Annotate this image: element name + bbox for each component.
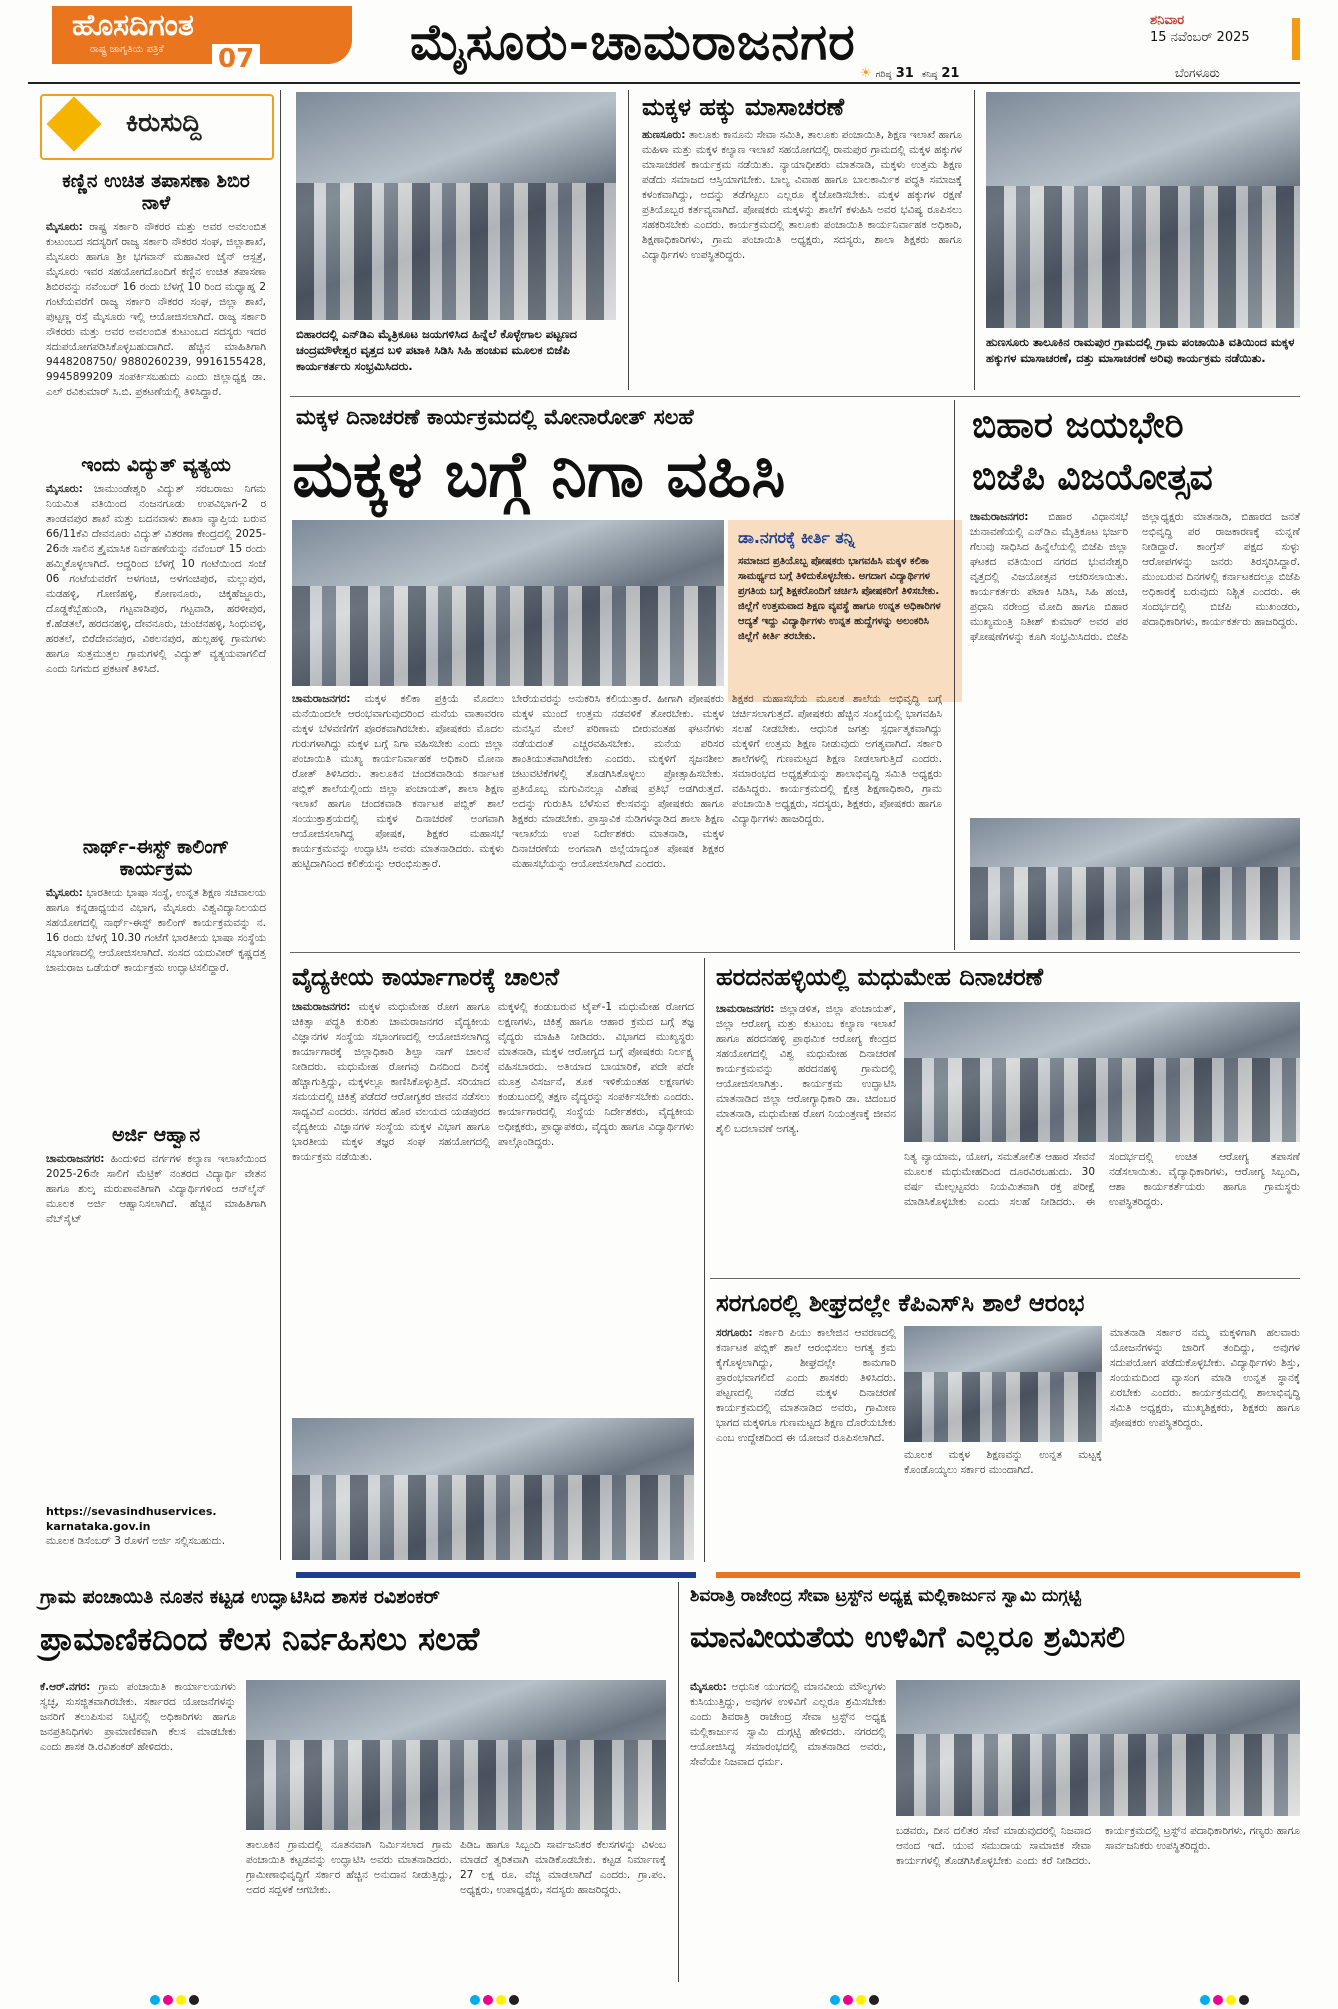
childrens-day-quote-box <box>728 520 962 702</box>
masthead <box>0 0 1338 82</box>
kiru-item-1 <box>46 170 266 478</box>
kiru-url-line-1[interactable]: https://sevasindhuservices. <box>46 1505 217 1518</box>
print-dot <box>496 1995 506 2005</box>
kiru-item-2 <box>46 454 266 842</box>
kiru-item-4 <box>46 1124 266 1549</box>
shivaratri-kicker: ಶಿವರಾತ್ರಿ ರಾಜೇಂದ್ರ ಸೇವಾ ಟ್ರಸ್ಟ್‌ನ ಅಧ್ಯಕ್ಷ ಮಲ್ಲಿಕಾರ್ಜುನ ಸ್ವಾಮಿ ದುಗ್ಗಟ್ಟಿ <box>690 1586 1081 1606</box>
kiru-suddi-label: ಕಿರುಸುದ್ದಿ <box>126 108 202 138</box>
quote-name: ಡಾ.ನಗರಕ್ಕೆ ಕೀರ್ತಿ ತನ್ನಿ <box>738 528 855 547</box>
diabetes-col-2: ನಿತ್ಯ ವ್ಯಾಯಾಮ, ಯೋಗ, ಸಮತೋಲಿತ ಆಹಾರ ಸೇವನೆ ಮೂಲಕ ಮಧುಮೇಹದಿಂದ ದೂರವಿರಬಹುದು. 30 ವರ್ಷ ಮೇಲ್ಪಟ್ಟವರು ನಿಯಮಿತವಾಗಿ ರಕ್ತ ಪರೀಕ್ಷೆ ಮಾಡಿಸಿಕೊಳ್ಳಬೇಕು ಎಂದು ಸಲಹೆ ನೀಡಿದರು. ಈ ಸಂದರ್ಭದಲ್ಲಿ ಉಚಿತ ಆರೋಗ್ಯ ತಪಾಸಣೆ ನಡೆಸಲಾಯಿತು. ವೈದ್ಯಾಧಿಕಾರಿಗಳು, ಆರೋಗ್ಯ ಸಿಬ್ಬಂದಿ, ಆಶಾ ಕಾರ್ಯಕರ್ತೆಯರು ಹಾಗೂ ಗ್ರಾಮಸ್ಥರು ಉಪಸ್ಥಿತರಿದ್ದರು. <box>904 1151 1300 1208</box>
childrens-day-photo <box>292 520 724 686</box>
kps-photo <box>904 1326 1102 1442</box>
weather-max: 31 <box>895 66 914 81</box>
top-rule-2 <box>974 90 975 390</box>
kiru-title: ಇಂದು ವಿದ್ಯುತ್ ವ್ಯತ್ಯಯ <box>81 454 231 476</box>
print-dot <box>470 1995 480 2005</box>
panchayat-col-1: ಕೆ.ಆರ್.ನಗರ: ಗ್ರಾಮ ಪಂಚಾಯಿತಿ ಕಾರ್ಯಾಲಯಗಳು ಸ್ವಚ್ಛ, ಸುಸಜ್ಜಿತವಾಗಿರಬೇಕು. ಸರ್ಕಾರದ ಯೋಜನೆಗಳನ್ನು ಜನರಿಗೆ ತಲುಪಿಸುವ ನಿಟ್ಟಿನಲ್ಲಿ ಅಧಿಕಾರಿಗಳು ಹಾಗೂ ಜನಪ್ರತಿನಿಧಿಗಳು ಪ್ರಾಮಾಣಿಕವಾಗಿ ಕೆಲಸ ಮಾಡಬೇಕು ಎಂದು ಶಾಸಕ ಡಿ.ರವಿಶಂಕರ್ ಹೇಳಿದರು. <box>40 1681 236 1753</box>
print-dot <box>150 1995 160 2005</box>
panchayat-col-3: ಪಿಡಿಒ ಹಾಗೂ ಸಿಬ್ಬಂದಿ ಸಾರ್ವಜನಿಕರ ಕೆಲಸಗಳನ್ನು ವಿಳಂಬ ಮಾಡದೆ ತ್ವರಿತವಾಗಿ ಮಾಡಿಕೊಡಬೇಕು. ಕಟ್ಟಡ ನಿರ್ಮಾಣಕ್ಕೆ 27 ಲಕ್ಷ ರೂ. ವೆಚ್ಚ ಮಾಡಲಾಗಿದೆ ಎಂದರು. ಗ್ರಾ.ಪಂ. ಅಧ್ಯಕ್ಷರು, ಉಪಾಧ್ಯಕ್ಷರು, ಸದಸ್ಯರು ಹಾಜರಿದ್ದರು. <box>460 1839 666 1896</box>
bihar-body: ಚಾಮರಾಜನಗರ: ಬಿಹಾರ ವಿಧಾನಸಭೆ ಚುನಾವಣೆಯಲ್ಲಿ ಎನ್‌ಡಿಎ ಮೈತ್ರಿಕೂಟ ಭರ್ಜರಿ ಗೆಲುವು ಸಾಧಿಸಿದ ಹಿನ್ನೆಲೆಯಲ್ಲಿ ಬಿಜೆಪಿ ಜಿಲ್ಲಾ ಘಟಕದ ವತಿಯಿಂದ ನಗರದ ಭುವನೇಶ್ವರಿ ವೃತ್ತದಲ್ಲಿ ವಿಜಯೋತ್ಸವ ಆಚರಿಸಲಾಯಿತು. ಕಾರ್ಯಕರ್ತರು ಪಟಾಕಿ ಸಿಡಿಸಿ, ಸಿಹಿ ಹಂಚಿ, ಪ್ರಧಾನಿ ನರೇಂದ್ರ ಮೋದಿ ಹಾಗೂ ಬಿಹಾರ ಮುಖ್ಯಮಂತ್ರಿ ನಿತೀಶ್ ಕುಮಾರ್ ಅವರ ಪರ ಘೋಷಣೆಗಳನ್ನು ಕೂಗಿ ಸಂಭ್ರಮಿಸಿದರು. ಬಿಜೆಪಿ ಜಿಲ್ಲಾಧ್ಯಕ್ಷರು ಮಾತನಾಡಿ, ಬಿಹಾರದ ಜನತೆ ಅಭಿವೃದ್ಧಿ ಪರ ರಾಜಕಾರಣಕ್ಕೆ ಮನ್ನಣೆ ನೀಡಿದ್ದಾರೆ. ಕಾಂಗ್ರೆಸ್ ಪಕ್ಷದ ಸುಳ್ಳು ಆರೋಪಗಳನ್ನು ಜನರು ತಿರಸ್ಕರಿಸಿದ್ದಾರೆ. ಮುಂಬರುವ ದಿನಗಳಲ್ಲಿ ಕರ್ನಾಟಕದಲ್ಲೂ ಬಿಜೆಪಿ ಅಧಿಕಾರಕ್ಕೆ ಬರುವುದು ನಿಶ್ಚಿತ ಎಂದರು. ಈ ಸಂದರ್ಭದಲ್ಲಿ ಬಿಜೆಪಿ ಮುಖಂಡರು, ಪದಾಧಿಕಾರಿಗಳು, ಕಾರ್ಯಕರ್ತರು ಹಾಜರಿದ್ದರು. <box>970 511 1300 643</box>
day: ಶನಿವಾರ <box>1150 13 1185 28</box>
panchayat-photo <box>246 1680 666 1830</box>
medical-col-2: ಮಕ್ಕಳಲ್ಲಿ ಕಂಡುಬರುವ ಟೈಪ್-1 ಮಧುಮೇಹ ರೋಗದ ಲಕ್ಷಣಗಳು, ಚಿಕಿತ್ಸೆ ಹಾಗೂ ಆಹಾರ ಕ್ರಮದ ಬಗ್ಗೆ ತಜ್ಞ ವೈದ್ಯರು ಮಾಹಿತಿ ನೀಡಿದರು. ವಿಭಾಗದ ಮುಖ್ಯಸ್ಥರು ಮಾತನಾಡಿ, ಮಕ್ಕಳ ಆರೋಗ್ಯದ ಬಗ್ಗೆ ಪೋಷಕರು ನಿರ್ಲಕ್ಷ್ಯ ವಹಿಸಬಾರದು. ಅತಿಯಾದ ಬಾಯಾರಿಕೆ, ಪದೇ ಪದೇ ಮೂತ್ರ ವಿಸರ್ಜನೆ, ತೂಕ ಇಳಿಕೆಯಂತಹ ಲಕ್ಷಣಗಳು ಕಂಡುಬಂದಲ್ಲಿ ತಕ್ಷಣ ವೈದ್ಯರನ್ನು ಸಂಪರ್ಕಿಸಬೇಕು ಎಂದರು. ಕಾರ್ಯಾಗಾರದಲ್ಲಿ ಸಂಸ್ಥೆಯ ನಿರ್ದೇಶಕರು, ವೈದ್ಯಕೀಯ ಅಧೀಕ್ಷಕರು, ಪ್ರಾಧ್ಯಾಪಕರು, ವೈದ್ಯರು ಹಾಗೂ ವಿದ್ಯಾರ್ಥಿಗಳು ಪಾಲ್ಗೊಂಡಿದ್ದರು. <box>498 1001 694 1148</box>
print-dot <box>1213 1995 1223 2005</box>
kps-photo-caption: ಮೂಲಕ ಮಕ್ಕಳ ಶಿಕ್ಷಣವನ್ನು ಉನ್ನತ ಮಟ್ಟಕ್ಕೆ ಕೊಂಡೊಯ್ಯಲು ಸರ್ಕಾರ ಮುಂದಾಗಿದೆ. <box>904 1449 1102 1476</box>
shivaratri-col-1: ಮೈಸೂರು: ಅಧುನಿಕ ಯುಗದಲ್ಲಿ ಮಾನವೀಯ ಮೌಲ್ಯಗಳು ಕುಸಿಯುತ್ತಿದ್ದು, ಅವುಗಳ ಉಳಿವಿಗೆ ಎಲ್ಲರೂ ಶ್ರಮಿಸಬೇಕು ಎಂದು ಶಿವರಾತ್ರಿ ರಾಜೇಂದ್ರ ಸೇವಾ ಟ್ರಸ್ಟ್‌ನ ಅಧ್ಯಕ್ಷ ಮಲ್ಲಿಕಾರ್ಜುನ ಸ್ವಾಮಿ ದುಗ್ಗಟ್ಟಿ ಹೇಳಿದರು. ನಗರದಲ್ಲಿ ಆಯೋಜಿಸಿದ್ದ ಸಮಾರಂಭದಲ್ಲಿ ಮಾತನಾಡಿದ ಅವರು, ಸೇವೆಯೇ ನಿಜವಾದ ಧರ್ಮ. <box>690 1681 886 1768</box>
bihar-headline-1: ಬಿಹಾರ ಜಯಭೇರಿ <box>972 404 1184 446</box>
divider-bar-orange <box>716 1572 1300 1578</box>
print-dot <box>830 1995 840 2005</box>
mid-rule-1 <box>954 400 955 950</box>
medical-headline: ವೈದ್ಯಕೀಯ ಕಾರ್ಯಾಗಾರಕ್ಕೆ ಚಾಲನೆ <box>292 962 560 991</box>
diabetes-photo <box>904 1002 1300 1142</box>
top-rule-1 <box>628 90 629 390</box>
childrens-day-col-1: ಚಾಮರಾಜನಗರ: ಮಕ್ಕಳ ಕಲಿಕಾ ಪ್ರಕ್ರಿಯೆ ಮೊದಲು ಮನೆಯಿಂದಲೇ ಆರಂಭವಾಗುವುದರಿಂದ ಮನೆಯ ವಾತಾವರಣ ಮಕ್ಕಳ ಬೆಳವಣಿಗೆಗೆ ಪೂರಕವಾಗಿರಬೇಕು. ಪೋಷಕರು ಮೊದಲ ಗುರುಗಳಾಗಿದ್ದು ಮಕ್ಕಳ ಬಗ್ಗೆ ನಿಗಾ ವಹಿಸಬೇಕು ಎಂದು ಜಿಲ್ಲಾ ಪಂಚಾಯಿತಿ ಮುಖ್ಯ ಕಾರ್ಯನಿರ್ವಾಹಕ ಅಧಿಕಾರಿ ಮೋನಾ ರೋತ್ ತಿಳಿಸಿದರು. ತಾಲೂಕಿನ ಚಂದಕವಾಡಿಯ ಕರ್ನಾಟಕ ಪಬ್ಲಿಕ್ ಶಾಲೆಯಲ್ಲಿಂದು ಜಿಲ್ಲಾ ಪಂಚಾಯತ್, ಶಾಲಾ ಶಿಕ್ಷಣ ಇಲಾಖೆ ಹಾಗೂ ಚಂದಕವಾಡಿ ಕರ್ನಾಟಕ ಪಬ್ಲಿಕ್ ಶಾಲೆ ಸಂಯುಕ್ತಾಶ್ರಯದಲ್ಲಿ ಮಕ್ಕಳ ದಿನಾಚರಣೆ ಅಂಗವಾಗಿ ಆಯೋಜಿಸಲಾಗಿದ್ದ ಪೋಷಕ, ಶಿಕ್ಷಕರ ಮಹಾಸಭೆ ಕಾರ್ಯಕ್ರಮವನ್ನು ಉದ್ಘಾಟಿಸಿ ಅವರು ಮಾತನಾಡಿದರು. ಮಕ್ಕಳು ಹುಟ್ಟಿದಾಗಿನಿಂದ ಕಲಿಕೆಯನ್ನು ಆರಂಭಿಸುತ್ತಾರೆ. <box>292 693 504 870</box>
left-column-rule <box>280 90 281 1560</box>
kiru-body: ಚಾಮರಾಜನಗರ: ಹಿಂದುಳಿದ ವರ್ಗಗಳ ಕಲ್ಯಾಣ ಇಲಾಖೆಯಿಂದ 2025-26ನೇ ಸಾಲಿಗೆ ಮೆಟ್ರಿಕ್ ನಂತರದ ವಿದ್ಯಾರ್ಥಿ ವೇತನ ಹಾಗೂ ಶುಲ್ಕ ಮರುಪಾವತಿಗಾಗಿ ವಿದ್ಯಾರ್ಥಿಗಳಿಂದ ಆನ್‌ಲೈನ್ ಮೂಲಕ ಅರ್ಜಿ ಆಹ್ವಾನಿಸಲಾಗಿದೆ. ಹೆಚ್ಚಿನ ಮಾಹಿತಿಗಾಗಿ ವೆಬ್‌ಸೈಟ್ <box>46 1153 266 1225</box>
shivaratri-headline: ಮಾನವೀಯತೆಯ ಉಳಿವಿಗೆ ಎಲ್ಲರೂ ಶ್ರಮಿಸಲಿ <box>690 1620 1126 1655</box>
bihar-photo <box>970 818 1300 940</box>
logo-title: ಹೊಸದಿಗಂತ <box>72 8 194 43</box>
print-dot <box>509 1995 519 2005</box>
divider-bar-blue <box>296 1572 696 1578</box>
kps-headline: ಸರಗೂರಲ್ಲಿ ಶೀಘ್ರದಲ್ಲೇ ಕೆಪಿಎಸ್‌ಸಿ ಶಾಲೆ ಆರಂಭ <box>716 1288 1085 1317</box>
kiru-body: ಮೈಸೂರು: ರಾಷ್ಟ್ರ ಸರ್ಕಾರಿ ನೌಕರರ ಮತ್ತು ಅವರ ಅವಲಂಬಿತ ಕುಟುಂಬದ ಸದಸ್ಯರಿಗೆ ರಾಜ್ಯ ಸರ್ಕಾರಿ ನೌಕರರ ಸಂಘ, ಜಿಲ್ಲಾಶಾಖೆ, ಮೈಸೂರು ಹಾಗೂ ಶ್ರೀ ಭಗವಾನ್ ಮಹಾವೀರ ಜೈನ್ ಆಸ್ಪತ್ರೆ, ಮೈಸೂರು ಇವರ ಸಹಯೋಗದೊಂದಿಗೆ ಕಣ್ಣಿನ ಉಚಿತ ತಪಾಸಣಾ ಶಿಬಿರವನ್ನು ನವೆಂಬರ್ 16 ರಂದು ಬೆಳಗ್ಗೆ 10 ರಿಂದ ಮಧ್ಯಾಹ್ನ 2 ಗಂಟೆಯವರೆಗೆ ರಾಜ್ಯ ಸರ್ಕಾರಿ ನೌಕರರ ಸಂಘ, ಜಿಲ್ಲಾ ಶಾಖೆ, ಪುಟ್ಟಣ್ಣ ರಸ್ತೆ ಮೈಸೂರು ಇಲ್ಲಿ ಆಯೋಜಿಸಲಾಗಿದೆ. ರಾಜ್ಯ ಸರ್ಕಾರಿ ನೌಕರರು ಮತ್ತು ಅವರ ಅವಲಂಬಿತ ಕುಟುಂಬದ ಸದಸ್ಯರು ಇದರ ಸದುಪಯೋಗಪಡಿಸಿಕೊಳ್ಳಬಹುದಾಗಿದೆ. ಹೆಚ್ಚಿನ ಮಾಹಿತಿಗಾಗಿ 9448208750/ 9880260239, 9916155428, 9945899209 ಸಂಪರ್ಕಿಸಬಹುದು ಎಂದು ಜಿಲ್ಲಾಧ್ಯಕ್ಷ ಡಾ. ಎಲ್ ರವಿಕುಮಾರ್ ಸಿ.ಬಿ. ಪ್ರಕಟಣೆಯಲ್ಲಿ ತಿಳಿಸಿದ್ದಾರೆ. <box>46 221 266 398</box>
print-marks-right <box>830 1990 882 2000</box>
print-dot <box>1200 1995 1210 2005</box>
kiru-tail: ಮೂಲಕ ಡಿಸೆಂಬರ್ 3 ರೊಳಗೆ ಅರ್ಜಿ ಸಲ್ಲಿಸಬಹುದು. <box>46 1535 226 1547</box>
diabetes-col-1: ಚಾಮರಾಜನಗರ: ಜಿಲ್ಲಾಡಳಿತ, ಜಿಲ್ಲಾ ಪಂಚಾಯತ್, ಜಿಲ್ಲಾ ಆರೋಗ್ಯ ಮತ್ತು ಕುಟುಂಬ ಕಲ್ಯಾಣ ಇಲಾಖೆ ಹಾಗೂ ಹರದನಹಳ್ಳಿ ಪ್ರಾಥಮಿಕ ಆರೋಗ್ಯ ಕೇಂದ್ರದ ಸಹಯೋಗದಲ್ಲಿ ವಿಶ್ವ ಮಧುಮೇಹ ದಿನಾಚರಣೆ ಕಾರ್ಯಕ್ರಮವನ್ನು ಹರದನಹಳ್ಳಿ ಗ್ರಾಮದಲ್ಲಿ ಆಯೋಜಿಸಲಾಗಿತ್ತು. ಕಾರ್ಯಕ್ರಮ ಉದ್ಘಾಟಿಸಿ ಮಾತನಾಡಿದ ಜಿಲ್ಲಾ ಆರೋಗ್ಯಾಧಿಕಾರಿ ಡಾ. ಚಿದಂಬರ ಮಾತನಾಡಿ, ಮಧುಮೇಹ ರೋಗ ನಿಯಂತ್ರಣಕ್ಕೆ ಜೀವನ ಶೈಲಿ ಬದಲಾವಣೆ ಅಗತ್ಯ. <box>716 1003 896 1135</box>
bjp-kollegal-photo <box>296 92 616 320</box>
print-dot <box>1239 1995 1249 2005</box>
weather <box>860 66 959 81</box>
kiru-body: ಮೈಸೂರು: ಚಾಮುಂಡೇಶ್ವರಿ ವಿದ್ಯುತ್ ಸರಬರಾಜು ನಿಗಮ ನಿಯಮಿತ ವತಿಯಿಂದ ನಂಜನಗೂಡು ಉಪವಿಭಾಗ-2 ರ ತಾಂಡವಪುರ ಶಾಖೆ ಮತ್ತು ಬದನವಾಳು ಶಾಖಾ ವ್ಯಾಪ್ತಿಯ ಬರುವ 66/11ಕೆವಿ ದೇವನೂರು ವಿದ್ಯುತ್ ವಿತರಣಾ ಕೇಂದ್ರದಲ್ಲಿ 2025-26ನೇ ಸಾಲಿನ ತ್ರೈಮಾಸಿಕ ನಿರ್ವಹಣೆಯನ್ನು ನವೆಂಬರ್ 15 ರಂದು ಹಮ್ಮಿಕೊಳ್ಳಲಾಗಿದೆ. ಆದ್ದರಿಂದ ಬೆಳಗ್ಗೆ 10 ಗಂಟೆಯಿಂದ ಸಂಜೆ 06 ಗಂಟೆಯವರೆಗೆ ಅಳಗಂಚಿ, ಅಳಗಂಚಿಪುರ, ಮಲ್ಲುಪುರ, ಮಡಹಳ್ಳಿ, ಗೋಣಿಹಳ್ಳಿ, ಕೋಣನೂರು, ಚಿಕ್ಕಹೆಜ್ಜೂರು, ದೊಡ್ಡಕೆಬ್ಬೆಹುಂಡಿ, ಗಟ್ಟವಾಡಿಪುರ, ಗಟ್ಟವಾಡಿ, ಹರಳೀಪುರ, ಕೆ.ಹೆಡತಲೆ, ಹರದನಹಳ್ಳಿ, ದೇವನೂರು, ಚುಂಚನಹಳ್ಳಿ, ಸಿಂಧುವಳ್ಳಿ, ಹರತಲೆ, ಬಿರೆದೇವನಪುರ, ವಿಠಲನಪುರ, ಹುಲ್ಲಹಳ್ಳಿ ಗ್ರಾಮಗಳು ಹಾಗೂ ಸುತ್ತಮುತ್ತಲ ಗ್ರಾಮಗಳಲ್ಲಿ ವಿದ್ಯುತ್ ವ್ಯತ್ಯಯವಾಗಲಿದೆ ಎಂದು ನಿಗಮದ ಪ್ರಕಟಣೆ ತಿಳಿಸಿದೆ. <box>46 483 266 675</box>
kiru-body: ಮೈಸೂರು: ಭಾರತೀಯ ಭಾಷಾ ಸಂಸ್ಥೆ, ಉನ್ನತ ಶಿಕ್ಷಣ ಸಚಿವಾಲಯ ಹಾಗೂ ಕನ್ನಡಾಧ್ಯಯನ ವಿಭಾಗ, ಮೈಸೂರು ವಿಶ್ವವಿದ್ಯಾನಿಲಯದ ಸಹಯೋಗದಲ್ಲಿ ನಾರ್ಥ್-ಈಸ್ಟ್ ಕಾಲಿಂಗ್ ಕಾರ್ಯಕ್ರಮವನ್ನು ನ. 16 ರಂದು ಬೆಳಗ್ಗೆ 10.30 ಗಂಟೆಗೆ ಭಾರತೀಯ ಭಾಷಾ ಸಂಸ್ಥೆಯ ಸಭಾಂಗಣದಲ್ಲಿ ಆಯೋಜಿಸಲಾಗಿದೆ. ಸಂಸದ ಯದುವೀರ್ ಕೃಷ್ಣದತ್ತ ಚಾಮರಾಜ ಒಡೆಯರ್ ಕಾರ್ಯಕ್ರಮ ಉದ್ಘಾಟಿಸಲಿದ್ದಾರೆ. <box>46 887 266 974</box>
kps-col-2: ಮಾತನಾಡಿ ಸರ್ಕಾರ ನಮ್ಮ ಮಕ್ಕಳಿಗಾಗಿ ಹಲವಾರು ಯೋಜನೆಗಳನ್ನು ಜಾರಿಗೆ ತಂದಿದ್ದು, ಅವುಗಳ ಸದುಪಯೋಗ ಪಡೆದುಕೊಳ್ಳಬೇಕು. ವಿದ್ಯಾರ್ಥಿಗಳು ಶಿಸ್ತು, ಸಂಯಮದಿಂದ ವ್ಯಾಸಂಗ ಮಾಡಿ ಉನ್ನತ ಸ್ಥಾನಕ್ಕೆ ಏರಬೇಕು ಎಂದರು. ಕಾರ್ಯಕ್ರಮದಲ್ಲಿ ಶಾಲಾಭಿವೃದ್ಧಿ ಸಮಿತಿ ಅಧ್ಯಕ್ಷರು, ಮುಖ್ಯಶಿಕ್ಷಕರು, ಶಿಕ್ಷಕರು ಹಾಗೂ ಪೋಷಕರು ಉಪಸ್ಥಿತರಿದ್ದರು. <box>1110 1327 1300 1429</box>
row-rule-2 <box>290 952 1300 953</box>
bjp-kollegal-caption: ಬಿಹಾರದಲ್ಲಿ ಎನ್‌ಡಿಎ ಮೈತ್ರಿಕೂಟ ಜಯಗಳಿಸಿದ ಹಿನ್ನೆಲೆ ಕೊಳ್ಳೇಗಾಲ ಪಟ್ಟಣದ ಚಂದ್ರಮೌಳೇಶ್ವರ ವೃತ್ತದ ಬಳಿ ಪಟಾಕಿ ಸಿಡಿಸಿ ಸಿಹಿ ಹಂಚುವ ಮೂಲಕ ಬಿಜೆಪಿ ಕಾರ್ಯಕರ್ತರು ಸಂಭ್ರಮಿಸಿದರು. <box>296 327 578 373</box>
row-rule-1 <box>290 396 1300 397</box>
print-marks-left <box>150 1990 202 2000</box>
childrens-day-col-3: ಶಿಕ್ಷಕರ ಮಹಾಸಭೆಯ ಮೂಲಕ ಶಾಲೆಯ ಅಭಿವೃದ್ಧಿ ಬಗ್ಗೆ ಚರ್ಚಿಸಲಾಗುತ್ತದೆ. ಪೋಷಕರು ಹೆಚ್ಚಿನ ಸಂಖ್ಯೆಯಲ್ಲಿ ಭಾಗವಹಿಸಿ ಸಲಹೆ ನೀಡಬೇಕು. ಆಧುನಿಕ ಜಗತ್ತು ಸ್ಪರ್ಧಾತ್ಮಕವಾಗಿದ್ದು ಮಕ್ಕಳಿಗೆ ಉತ್ತಮ ಶಿಕ್ಷಣ ನೀಡುವುದು ಅಗತ್ಯವಾಗಿದೆ. ಸರ್ಕಾರಿ ಶಾಲೆಗಳಲ್ಲಿ ಗುಣಮಟ್ಟದ ಶಿಕ್ಷಣ ನೀಡಲಾಗುತ್ತಿದೆ ಎಂದರು. ಸಮಾರಂಭದ ಅಧ್ಯಕ್ಷತೆಯನ್ನು ಶಾಲಾಭಿವೃದ್ಧಿ ಸಮಿತಿ ಅಧ್ಯಕ್ಷರು ವಹಿಸಿದ್ದರು. ಕಾರ್ಯಕ್ರಮದಲ್ಲಿ ಕ್ಷೇತ್ರ ಶಿಕ್ಷಣಾಧಿಕಾರಿ, ಗ್ರಾಮ ಪಂಚಾಯಿತಿ ಅಧ್ಯಕ್ಷರು, ಸದಸ್ಯರು, ಶಿಕ್ಷಕರು, ಪೋಷಕರು ಹಾಗೂ ವಿದ್ಯಾರ್ಥಿಗಳು ಹಾಜರಿದ್ದರು. <box>732 693 942 825</box>
medical-photo <box>292 1418 694 1560</box>
print-dot <box>1226 1995 1236 2005</box>
kiru-item-3 <box>46 836 266 1124</box>
kps-col-1: ಸರಗೂರು: ಸರ್ಕಾರಿ ಪಿಯು ಕಾಲೇಜಿನ ಆವರಣದಲ್ಲಿ ಕರ್ನಾಟಕ ಪಬ್ಲಿಕ್ ಶಾಲೆ ಆರಂಭಿಸಲು ಅಗತ್ಯ ಕ್ರಮ ಕೈಗೊಳ್ಳಲಾಗಿದ್ದು, ಶೀಘ್ರದಲ್ಲೇ ಕಾಮಗಾರಿ ಪ್ರಾರಂಭವಾಗಲಿದೆ ಎಂದು ಶಾಸಕರು ತಿಳಿಸಿದರು. ಪಟ್ಟಣದಲ್ಲಿ ನಡೆದ ಮಕ್ಕಳ ದಿನಾಚರಣೆ ಕಾರ್ಯಕ್ರಮದಲ್ಲಿ ಮಾತನಾಡಿದ ಅವರು, ಗ್ರಾಮೀಣ ಭಾಗದ ಮಕ್ಕಳಿಗೂ ಗುಣಮಟ್ಟದ ಶಿಕ್ಷಣ ದೊರೆಯಬೇಕು ಎಂಬ ಉದ್ದೇಶದಿಂದ ಈ ಯೋಜನೆ ರೂಪಿಸಲಾಗಿದೆ. <box>716 1327 896 1444</box>
sun-icon: ☀ <box>860 66 872 81</box>
weather-max-label: ಗರಿಷ್ಠ <box>875 70 892 80</box>
orange-strip <box>1292 18 1300 60</box>
bihar-headline-2: ಬಿಜೆಪಿ ವಿಜಯೋತ್ಸವ <box>972 456 1213 498</box>
print-dot <box>189 1995 199 2005</box>
print-dot <box>483 1995 493 2005</box>
logo-tagline: ರಾಷ್ಟ್ರ ಜಾಗೃತಿಯ ಪತ್ರಿಕೆ <box>90 44 164 55</box>
print-dot <box>869 1995 879 2005</box>
date-block <box>1150 12 1300 46</box>
print-dot <box>843 1995 853 2005</box>
date: 15 ನವೆಂಬರ್ 2025 <box>1150 30 1250 45</box>
quote-body: ಸಮಾಜದ ಪ್ರತಿಯೊಬ್ಬ ಪೋಷಕರು ಭಾಗವಹಿಸಿ ಮಕ್ಕಳ ಕಲಿಕಾ ಸಾಮರ್ಥ್ಯದ ಬಗ್ಗೆ ತಿಳಿದುಕೊಳ್ಳಬೇಕು. ಅಗದಾಗ ವಿದ್ಯಾರ್ಥಿಗಳ ಪ್ರಗತಿಯ ಬಗ್ಗೆ ಶಿಕ್ಷಕರೊಂದಿಗೆ ಚರ್ಚಿಸಿ ಪೋಷಕರಿಗೆ ತಿಳಿಸಬೇಕು. ಜಿಲ್ಲೆಗೆ ಉತ್ತಮವಾದ ಶಿಕ್ಷಣ ವ್ಯವಸ್ಥೆ ಹಾಗೂ ಉನ್ನತ ಅಧಿಕಾರಿಗಳ ಆದ್ಯತೆ ಇದ್ದು ವಿದ್ಯಾರ್ಥಿಗಳು ಉನ್ನತ ಹುದ್ದೆಗಳನ್ನು ಅಲಂಕರಿಸಿ ಜಿಲ್ಲೆಗೆ ಕೀರ್ತಿ ತರಬೇಕು. <box>738 556 941 642</box>
childrens-day-col-2: ಬೇರೆಯವರನ್ನು ಅನುಕರಿಸಿ ಕಲಿಯುತ್ತಾರೆ. ಹೀಗಾಗಿ ಪೋಷಕರು ಮಕ್ಕಳ ಮುಂದೆ ಉತ್ತಮ ನಡವಳಿಕೆ ತೋರಬೇಕು. ಮಕ್ಕಳ ಮನಸ್ಸಿನ ಮೇಲೆ ಪರಿಣಾಮ ಬೀರುವಂತಹ ಘಟನೆಗಳು ನಡೆಯದಂತೆ ಎಚ್ಚರವಹಿಸಬೇಕು. ಮನೆಯ ಪರಿಸರ ಶಾಂತಿಯುತವಾಗಿರಬೇಕು ಎಂದರು. ಮಕ್ಕಳಿಗೆ ಸೃಜನಶೀಲ ಚಟುವಟಿಕೆಗಳಲ್ಲಿ ತೊಡಗಿಸಿಕೊಳ್ಳಲು ಪ್ರೋತ್ಸಾಹಿಸಬೇಕು. ಪ್ರತಿಯೊಬ್ಬ ಮಗುವಿನಲ್ಲೂ ವಿಶೇಷ ಪ್ರತಿಭೆ ಅಡಗಿರುತ್ತದೆ. ಅದನ್ನು ಗುರುತಿಸಿ ಬೆಳೆಸುವ ಕೆಲಸವನ್ನು ಪೋಷಕರು ಹಾಗೂ ಶಿಕ್ಷಕರು ಮಾಡಬೇಕು. ಪ್ರಾಸ್ತಾವಿಕ ನುಡಿಗಳನ್ನಾಡಿದ ಶಾಲಾ ಶಿಕ್ಷಣ ಇಲಾಖೆಯ ಉಪ ನಿರ್ದೇಶಕರು ಮಾತನಾಡಿ, ಮಕ್ಕಳ ದಿನಾಚರಣೆಯ ಅಂಗವಾಗಿ ಜಿಲ್ಲೆಯಾದ್ಯಂತ ಪೋಷಕ ಶಿಕ್ಷಕರ ಮಹಾಸಭೆಯನ್ನು ಆಯೋಜಿಸಲಾಗಿದೆ ಎಂದರು. <box>512 693 724 870</box>
page-number: 07 <box>212 44 260 74</box>
rights-headline: ಮಕ್ಕಳ ಹಕ್ಕು ಮಾಸಾಚರಣೆ <box>642 92 845 121</box>
kiru-title: ಕಣ್ಣಿನ ಉಚಿತ ತಪಾಸಣಾ ಶಿಬಿರ ನಾಳೆ <box>62 170 250 214</box>
medical-col-1: ಚಾಮರಾಜನಗರ: ಮಕ್ಕಳ ಮಧುಮೇಹ ರೋಗ ಹಾಗೂ ಚಿಕಿತ್ಸಾ ಪದ್ಧತಿ ಕುರಿತು ಚಾಮರಾಜನಗರ ವೈದ್ಯಕೀಯ ವಿಜ್ಞಾನಗಳ ಸಂಸ್ಥೆಯ ಸಭಾಂಗಣದಲ್ಲಿ ಆಯೋಜಿಸಲಾಗಿದ್ದ ಕಾರ್ಯಾಗಾರಕ್ಕೆ ಜಿಲ್ಲಾಧಿಕಾರಿ ಶಿಲ್ಪಾ ನಾಗ್ ಚಾಲನೆ ನೀಡಿದರು. ಮಧುಮೇಹ ರೋಗವು ದಿನದಿಂದ ದಿನಕ್ಕೆ ಹೆಚ್ಚಾಗುತ್ತಿದ್ದು, ಮಕ್ಕಳಲ್ಲೂ ಕಾಣಿಸಿಕೊಳ್ಳುತ್ತಿದೆ. ಸರಿಯಾದ ಸಮಯದಲ್ಲಿ ಚಿಕಿತ್ಸೆ ಪಡೆದರೆ ಆರೋಗ್ಯಕರ ಜೀವನ ನಡೆಸಲು ಸಾಧ್ಯವಿದೆ ಎಂದರು. ನಗರದ ಹೊರ ವಲಯದ ಯಡಪುರದ ವೈದ್ಯಕೀಯ ವಿಜ್ಞಾನಗಳ ಸಂಸ್ಥೆಯ ಮಕ್ಕಳ ವಿಭಾಗ ಹಾಗೂ ಭಾರತೀಯ ಮಕ್ಕಳ ತಜ್ಞರ ಸಂಘ ಸಹಯೋಗದಲ್ಲಿ ಕಾರ್ಯಕ್ರಮ ನಡೆಯಿತು. <box>292 1001 490 1163</box>
kiru-title: ನಾರ್ಥ್-ಈಸ್ಟ್ ಕಾಲಿಂಗ್ ಕಾರ್ಯಕ್ರಮ <box>82 836 230 880</box>
print-dot <box>176 1995 186 2005</box>
panchayat-kicker: ಗ್ರಾಮ ಪಂಚಾಯಿತಿ ನೂತನ ಕಟ್ಟಡ ಉದ್ಘಾಟಿಸಿದ ಶಾಸಕ ರವಿಶಂಕರ್ <box>40 1586 440 1608</box>
masthead-rule <box>28 82 1300 84</box>
city: ಬೆಂಗಳೂರು <box>1175 66 1220 80</box>
print-dot <box>856 1995 866 2005</box>
print-marks-far-right <box>1200 1990 1252 2000</box>
childrens-day-kicker: ಮಕ್ಕಳ ದಿನಾಚರಣೆ ಕಾರ್ಯಕ್ರಮದಲ್ಲಿ ಮೋನಾರೋತ್ ಸಲಹೆ <box>296 404 694 429</box>
bottom-rule <box>678 1582 679 1982</box>
weather-min: 21 <box>941 66 960 81</box>
shivaratri-photo <box>896 1680 1300 1816</box>
rights-body: ಹುಣಸೂರು: ತಾಲೂಕು ಕಾನೂನು ಸೇವಾ ಸಮಿತಿ, ತಾಲೂಕು ಪಂಚಾಯಿತಿ, ಶಿಕ್ಷಣ ಇಲಾಖೆ ಹಾಗೂ ಮಹಿಳಾ ಮತ್ತು ಮಕ್ಕಳ ಕಲ್ಯಾಣ ಇಲಾಖೆ ಸಹಯೋಗದಲ್ಲಿ ರಾಮಪುರ ಗ್ರಾಮದಲ್ಲಿ ಮಕ್ಕಳ ಹಕ್ಕುಗಳ ಮಾಸಾಚರಣೆ ಕಾರ್ಯಕ್ರಮ ನಡೆಯಿತು. ನ್ಯಾಯಾಧೀಶರು ಮಾತನಾಡಿ, ಮಕ್ಕಳು ಉತ್ತಮ ಶಿಕ್ಷಣ ಪಡೆದು ಸಮಾಜದ ಆಸ್ತಿಯಾಗಬೇಕು. ಬಾಲ್ಯ ವಿವಾಹ ಹಾಗೂ ಬಾಲಕಾರ್ಮಿಕ ಪದ್ಧತಿ ಸಮಾಜಕ್ಕೆ ಕಳಂಕವಾಗಿದ್ದು, ಅದನ್ನು ತಡೆಗಟ್ಟಲು ಎಲ್ಲರೂ ಕೈಜೋಡಿಸಬೇಕು. ಮಕ್ಕಳ ಹಕ್ಕುಗಳ ರಕ್ಷಣೆ ಪ್ರತಿಯೊಬ್ಬರ ಕರ್ತವ್ಯವಾಗಿದೆ. ಪೋಷಕರು ಮಕ್ಕಳನ್ನು ಶಾಲೆಗೆ ಕಳುಹಿಸಿ ಅವರ ಭವಿಷ್ಯ ರೂಪಿಸಲು ಸಹಕರಿಸಬೇಕು ಎಂದರು. ಕಾರ್ಯಕ್ರಮದಲ್ಲಿ ತಾಲೂಕು ಪಂಚಾಯಿತಿ ಕಾರ್ಯನಿರ್ವಾಹಕ ಅಧಿಕಾರಿ, ಶಿಕ್ಷಣಾಧಿಕಾರಿಗಳು, ಗ್ರಾಮ ಪಂಚಾಯಿತಿ ಅಧ್ಯಕ್ಷರು, ಸದಸ್ಯರು, ಶಾಲಾ ಶಿಕ್ಷಕರು ಹಾಗೂ ವಿದ್ಯಾರ್ಥಿಗಳು ಉಪಸ್ಥಿತರಿದ್ದರು. <box>642 129 962 261</box>
rights-photo-caption: ಹುಣಸೂರು ತಾಲೂಕಿನ ರಾಮಪುರ ಗ್ರಾಮದಲ್ಲಿ ಗ್ರಾಮ ಪಂಚಾಯಿತಿ ವತಿಯಿಂದ ಮಕ್ಕಳ ಹಕ್ಕುಗಳ ಮಾಸಾಚರಣೆ, ದತ್ತು ಮಾಸಾಚರಣೆ ಅರಿವು ಕಾರ್ಯಕ್ರಮ ನಡೆಯಿತು. <box>986 335 1295 365</box>
panchayat-col-2: ತಾಲೂಕಿನ ಗ್ರಾಮದಲ್ಲಿ ನೂತನವಾಗಿ ನಿರ್ಮಿಸಲಾದ ಗ್ರಾಮ ಪಂಚಾಯಿತಿ ಕಟ್ಟಡವನ್ನು ಉದ್ಘಾಟಿಸಿ ಅವರು ಮಾತನಾಡಿದರು. ಗ್ರಾಮೀಣಾಭಿವೃದ್ಧಿಗೆ ಸರ್ಕಾರ ಹೆಚ್ಚಿನ ಅನುದಾನ ನೀಡುತ್ತಿದ್ದು, ಅದರ ಸದ್ಬಳಕೆ ಆಗಬೇಕು. <box>246 1839 452 1896</box>
row-rule-3 <box>710 1278 1300 1279</box>
shivaratri-col-2: ಬಡವರು, ದೀನ ದಲಿತರ ಸೇವೆ ಮಾಡುವುದರಲ್ಲಿ ನಿಜವಾದ ಆನಂದ ಇದೆ. ಯುವ ಸಮುದಾಯ ಸಾಮಾಜಿಕ ಸೇವಾ ಕಾರ್ಯಗಳಲ್ಲಿ ತೊಡಗಿಸಿಕೊಳ್ಳಬೇಕು ಎಂದು ಕರೆ ನೀಡಿದರು. ಕಾರ್ಯಕ್ರಮದಲ್ಲಿ ಟ್ರಸ್ಟ್‌ನ ಪದಾಧಿಕಾರಿಗಳು, ಗಣ್ಯರು ಹಾಗೂ ಸಾರ್ವಜನಿಕರು ಉಪಸ್ಥಿತರಿದ್ದರು. <box>896 1825 1300 1867</box>
diabetes-headline: ಹರದನಹಳ್ಳಿಯಲ್ಲಿ ಮಧುಮೇಹ ದಿನಾಚರಣೆ <box>716 962 1044 991</box>
mid-rule-2 <box>704 958 705 1562</box>
panchayat-headline: ಪ್ರಾಮಾಣಿಕದಿಂದ ಕೆಲಸ ನಿರ್ವಹಿಸಲು ಸಲಹೆ <box>40 1620 480 1658</box>
kiru-title: ಅರ್ಜಿ ಆಹ್ವಾನ <box>111 1124 201 1146</box>
section-title: ಮೈಸೂರು-ಚಾಮರಾಜನಗರ <box>410 12 856 71</box>
childrens-day-headline: ಮಕ್ಕಳ ಬಗ್ಗೆ ನಿಗಾ ವಹಿಸಿ <box>292 437 786 512</box>
kiru-url-line-2[interactable]: karnataka.gov.in <box>46 1520 151 1533</box>
weather-min-label: ಕನಿಷ್ಠ <box>922 70 938 80</box>
rights-photo <box>986 92 1300 328</box>
print-dot <box>163 1995 173 2005</box>
print-marks-center <box>470 1990 522 2000</box>
